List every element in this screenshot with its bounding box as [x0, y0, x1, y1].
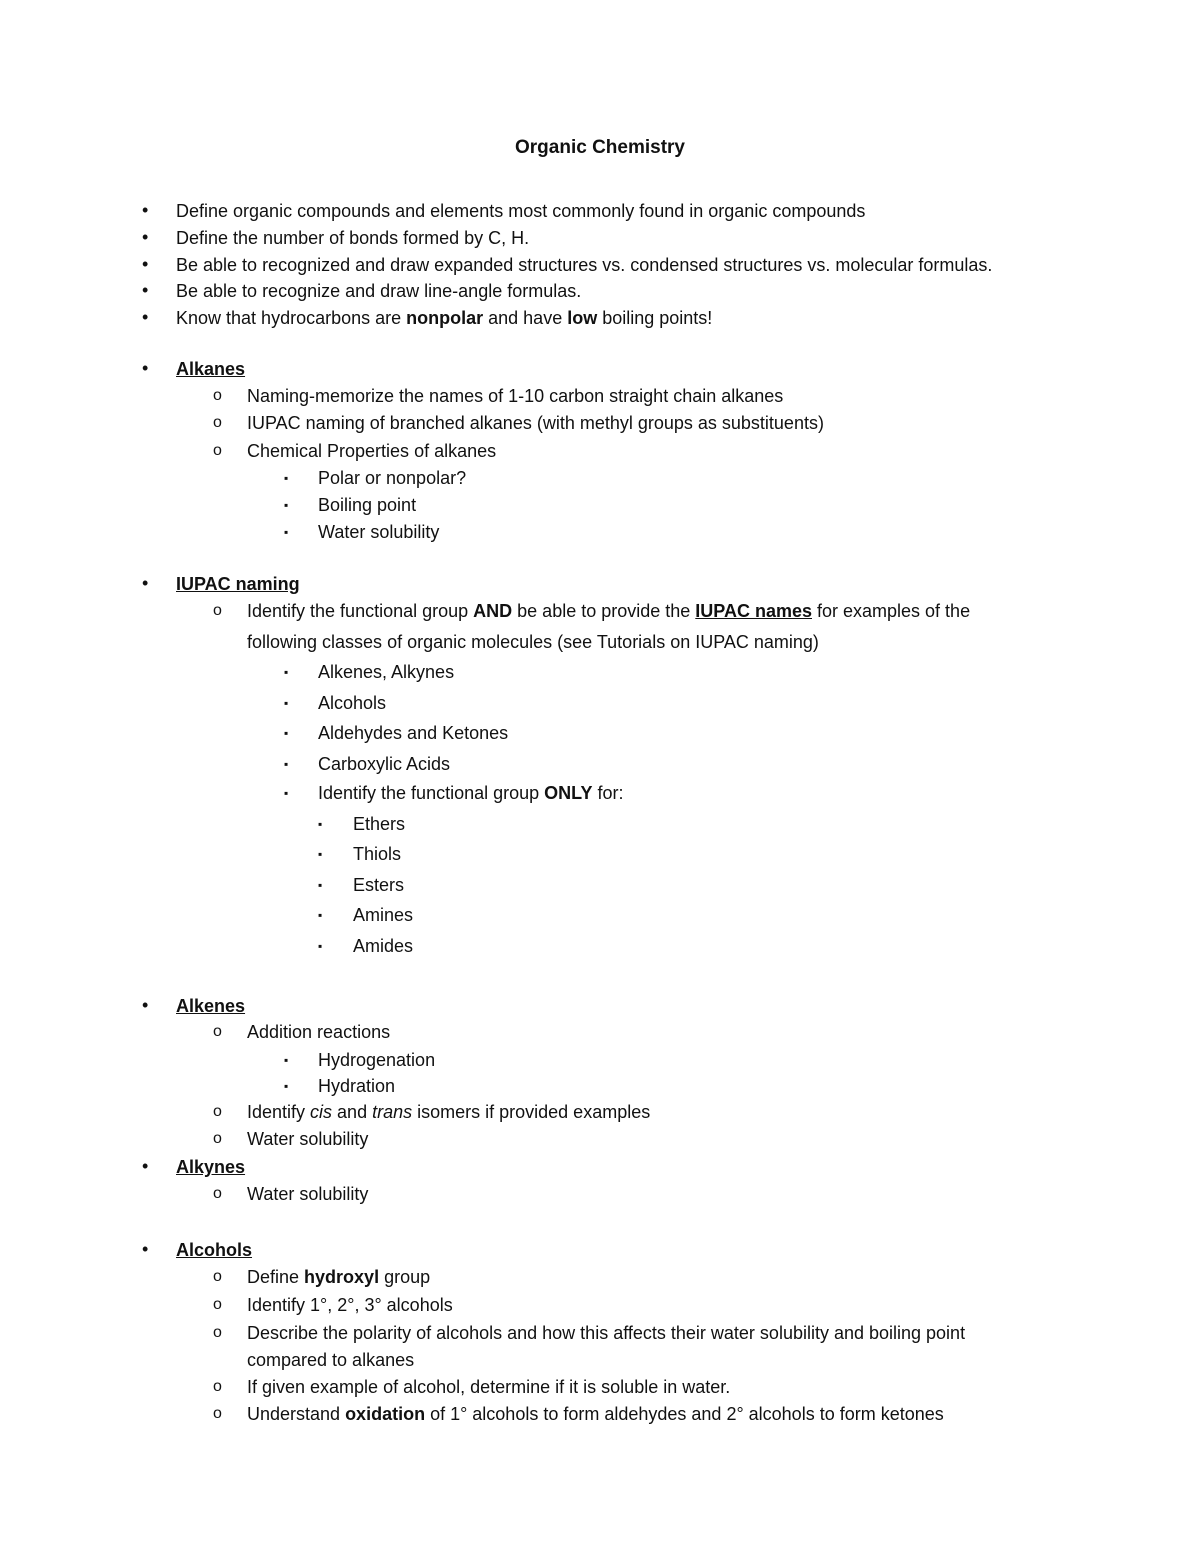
section-heading-alkanes: Alkanes — [176, 359, 246, 379]
bullet-circle: o — [213, 1378, 222, 1395]
bullet-circle: o — [213, 602, 222, 619]
alkenes-reaction: Hydration — [318, 1076, 396, 1096]
text-segment: isomers if provided examples — [412, 1102, 651, 1122]
bullet-circle: o — [213, 1103, 222, 1120]
text-segment — [247, 599, 970, 623]
page-title: Organic Chemistry — [515, 137, 685, 158]
bullet-square: ▪ — [284, 757, 289, 771]
text-segment: Understand — [247, 1404, 346, 1424]
bold-term: AND — [473, 601, 513, 621]
intro-item: Be able to recognize and draw line-angle formulas. — [176, 281, 582, 301]
bullet-circle: o — [213, 1023, 222, 1040]
alkenes-item — [247, 1100, 650, 1124]
bold-term: ONLY — [544, 783, 593, 803]
iupac-class: Alkenes, Alkynes — [318, 662, 455, 682]
bullet-square: ▪ — [284, 665, 289, 679]
iupac-instruction-line1 — [247, 599, 1093, 623]
text-segment: of 1° alcohols to form aldehydes and 2° alcohols to form ketones — [425, 1404, 944, 1424]
bullet-square: ▪ — [284, 1079, 289, 1093]
only-item: Esters — [353, 875, 405, 895]
italic-term: cis — [310, 1102, 333, 1122]
text-segment: boiling points! — [597, 308, 713, 328]
bold-term: oxidation — [345, 1404, 426, 1424]
text-segment: for examples of the — [812, 601, 971, 621]
only-item: Thiols — [353, 844, 402, 864]
bullet-circle: o — [213, 1405, 222, 1422]
bullet-circle: o — [213, 1296, 222, 1313]
text-segment: Know that hydrocarbons are — [176, 308, 407, 328]
alcohols-item: Identify 1°, 2°, 3° alcohols — [247, 1295, 453, 1315]
bullet-dot: • — [142, 1239, 149, 1259]
bullet-square: ▪ — [284, 696, 289, 710]
bullet-square: ▪ — [318, 817, 323, 831]
text-segment: Identify the functional group — [318, 783, 545, 803]
intro-item — [176, 306, 712, 330]
only-item: Amides — [353, 936, 414, 956]
iupac-only-line — [318, 781, 624, 805]
text-segment: Identify — [247, 1102, 311, 1122]
bullet-circle: o — [213, 442, 222, 459]
bullet-square: ▪ — [318, 847, 323, 861]
section-heading-alkynes: Alkynes — [176, 1157, 246, 1177]
bullet-dot: • — [142, 995, 149, 1015]
bullet-dot: • — [142, 254, 149, 274]
bullet-circle: o — [213, 1324, 222, 1341]
text-segment: for: — [592, 783, 624, 803]
alcohols-item — [247, 1402, 944, 1426]
text-segment: and — [332, 1102, 373, 1122]
alkanes-item: Chemical Properties of alkanes — [247, 441, 497, 461]
section-heading-alkenes: Alkenes — [176, 996, 246, 1016]
section-heading-iupac: IUPAC naming — [176, 574, 300, 594]
underlined-term: IUPAC names — [695, 601, 812, 621]
bullet-square: ▪ — [284, 498, 289, 512]
alkanes-item: Naming-memorize the names of 1-10 carbon straight chain alkanes — [247, 386, 784, 406]
alcohols-item — [247, 1265, 430, 1289]
italic-term: trans — [372, 1102, 413, 1122]
alkanes-property: Water solubility — [318, 522, 440, 542]
bold-term: nonpolar — [406, 308, 484, 328]
bullet-dot: • — [142, 280, 149, 300]
bullet-circle: o — [213, 1130, 222, 1147]
text-segment: and have — [483, 308, 568, 328]
bullet-square: ▪ — [284, 471, 289, 485]
text-segment: be able to provide the — [512, 601, 696, 621]
bullet-dot: • — [142, 358, 149, 378]
only-item: Amines — [353, 905, 414, 925]
section-heading-alcohols: Alcohols — [176, 1240, 253, 1260]
text-segment: group — [379, 1267, 431, 1287]
alkynes-item: Water solubility — [247, 1184, 369, 1204]
alkenes-item: Water solubility — [247, 1129, 369, 1149]
intro-item: Define organic compounds and elements most commonly found in organic compounds — [176, 201, 866, 221]
bullet-dot: • — [142, 307, 149, 327]
bullet-square: ▪ — [284, 726, 289, 740]
alkanes-property: Polar or nonpolar? — [318, 468, 467, 488]
bullet-circle: o — [213, 414, 222, 431]
alcohols-item-continuation: compared to alkanes — [247, 1350, 415, 1370]
alkanes-property: Boiling point — [318, 495, 417, 515]
bullet-circle: o — [213, 387, 222, 404]
bold-term: hydroxyl — [304, 1267, 380, 1287]
iupac-class: Carboxylic Acids — [318, 754, 451, 774]
bullet-square: ▪ — [318, 878, 323, 892]
bullet-square: ▪ — [318, 939, 323, 953]
alkenes-item: Addition reactions — [247, 1022, 391, 1042]
bullet-square: ▪ — [318, 908, 323, 922]
bullet-dot: • — [142, 200, 149, 220]
alcohols-item: Describe the polarity of alcohols and how this affects their water solubility and boiling point — [247, 1323, 966, 1343]
alkenes-reaction: Hydrogenation — [318, 1050, 436, 1070]
bullet-dot: • — [142, 573, 149, 593]
alkanes-item: IUPAC naming of branched alkanes (with methyl groups as substituents) — [247, 413, 824, 433]
intro-item: Be able to recognized and draw expanded structures vs. condensed structures vs. molecular formulas. — [176, 255, 993, 275]
bullet-square: ▪ — [284, 786, 289, 800]
bullet-circle: o — [213, 1185, 222, 1202]
text-segment: Define — [247, 1267, 305, 1287]
text-segment: Identify the functional group — [247, 601, 474, 621]
intro-item: Define the number of bonds formed by C, H. — [176, 228, 530, 248]
alcohols-item: If given example of alcohol, determine if it is soluble in water. — [247, 1377, 731, 1397]
only-item: Ethers — [353, 814, 406, 834]
bullet-dot: • — [142, 227, 149, 247]
bullet-circle: o — [213, 1268, 222, 1285]
bullet-square: ▪ — [284, 1053, 289, 1067]
bullet-square: ▪ — [284, 525, 289, 539]
bold-term: low — [567, 308, 598, 328]
iupac-class: Alcohols — [318, 693, 387, 713]
iupac-class: Aldehydes and Ketones — [318, 723, 509, 743]
bullet-dot: • — [142, 1156, 149, 1176]
iupac-instruction-line2: following classes of organic molecules (see Tutorials on IUPAC naming) — [247, 632, 819, 652]
